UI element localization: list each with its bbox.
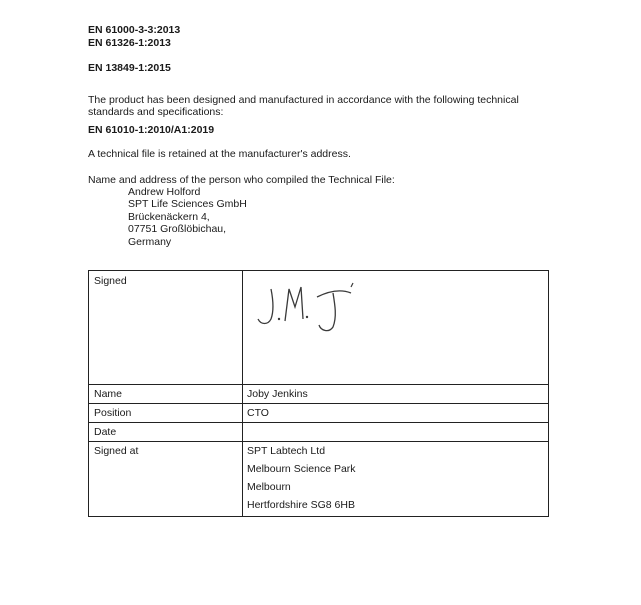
signed-at-county: Hertfordshire SG8 6HB [247, 499, 355, 511]
signed-at-company: SPT Labtech Ltd [247, 445, 326, 457]
table-row-divider [89, 441, 548, 442]
handwritten-date [247, 419, 387, 441]
compiler-name: Andrew Holford [128, 186, 201, 198]
signed-at-park: Melbourn Science Park [247, 463, 356, 475]
name-value: Joby Jenkins [247, 388, 308, 400]
position-label: Position [94, 407, 132, 419]
table-row-divider [89, 384, 548, 385]
standard-main: EN 61010-1:2010/A1:2019 [88, 124, 215, 136]
handwritten-signature [249, 275, 369, 339]
table-column-divider [242, 271, 243, 516]
signature-table [88, 270, 549, 517]
compiler-country: Germany [128, 236, 172, 248]
compiler-intro: Name and address of the person who compiled the Technical File: [88, 174, 395, 186]
technical-file-note: A technical file is retained at the manufacturer's address. [88, 148, 351, 160]
compiler-company: SPT Life Sciences GmbH [128, 198, 247, 210]
name-label: Name [94, 388, 123, 400]
standard-1: EN 61000-3-3:2013 [88, 24, 181, 36]
compiler-street: Brückenäckern 4, [128, 211, 210, 223]
date-label: Date [94, 426, 117, 438]
compiler-city: 07751 Großlöbichau, [128, 223, 227, 235]
standard-3: EN 13849-1:2015 [88, 62, 171, 74]
signed-label: Signed [94, 275, 127, 287]
standard-2: EN 61326-1:2013 [88, 37, 171, 49]
signed-at-town: Melbourn [247, 481, 291, 493]
table-row-divider [89, 403, 548, 404]
handwritten-date-text: 9th March 2026 [249, 421, 368, 439]
signed-at-label: Signed at [94, 445, 139, 457]
position-value: CTO [247, 407, 269, 419]
conformity-statement: The product has been designed and manufactured in accordance with the following technical standards and specifications: [88, 94, 519, 118]
